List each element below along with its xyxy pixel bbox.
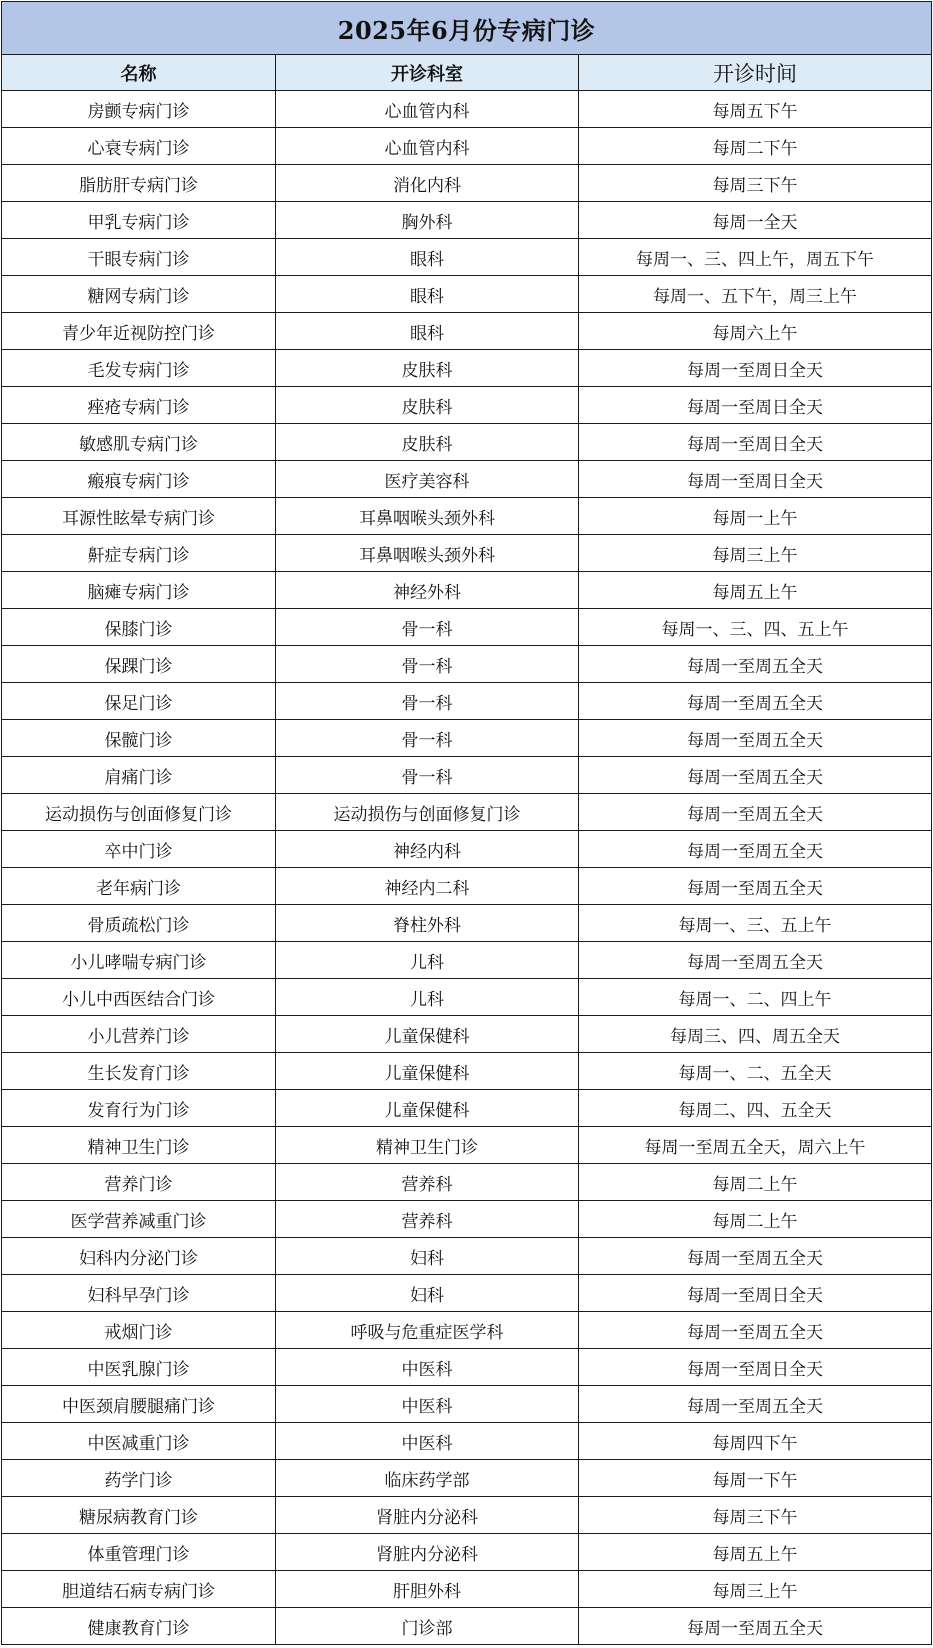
table-row xyxy=(2,572,932,609)
department-cell: 眼科 xyxy=(276,313,579,350)
department-cell: 营养科 xyxy=(276,1201,579,1238)
clinic-name-cell: 瘢痕专病门诊 xyxy=(2,461,276,498)
department-cell: 运动损伤与创面修复门诊 xyxy=(276,794,579,831)
schedule-time-cell: 每周五上午 xyxy=(579,572,932,609)
clinic-name-cell: 小儿营养门诊 xyxy=(2,1016,276,1053)
schedule-time-cell: 每周一至周五全天 xyxy=(579,1312,932,1349)
table-row xyxy=(2,979,932,1016)
table-row xyxy=(2,535,932,572)
column-header-department: 开诊科室 xyxy=(276,55,579,91)
schedule-time-cell: 每周一至周五全天 xyxy=(579,831,932,868)
clinic-name-cell: 脂肪肝专病门诊 xyxy=(2,165,276,202)
header-row xyxy=(2,55,932,91)
schedule-time-cell: 每周一至周五全天 xyxy=(579,683,932,720)
clinic-name-cell: 糖尿病教育门诊 xyxy=(2,1497,276,1534)
clinic-name-cell: 妇科内分泌门诊 xyxy=(2,1238,276,1275)
department-cell: 中医科 xyxy=(276,1349,579,1386)
department-cell: 眼科 xyxy=(276,276,579,313)
clinic-name-cell: 体重管理门诊 xyxy=(2,1534,276,1571)
department-cell: 皮肤科 xyxy=(276,387,579,424)
clinic-name-cell: 生长发育门诊 xyxy=(2,1053,276,1090)
clinic-name-cell: 保髋门诊 xyxy=(2,720,276,757)
table-row xyxy=(2,1571,932,1608)
clinic-name-cell: 小儿哮喘专病门诊 xyxy=(2,942,276,979)
schedule-time-cell: 每周三、四、周五全天 xyxy=(579,1016,932,1053)
clinic-name-cell: 耳源性眩晕专病门诊 xyxy=(2,498,276,535)
department-cell: 骨一科 xyxy=(276,683,579,720)
department-cell: 儿童保健科 xyxy=(276,1016,579,1053)
clinic-name-cell: 医学营养减重门诊 xyxy=(2,1201,276,1238)
department-cell: 消化内科 xyxy=(276,165,579,202)
schedule-time-cell: 每周五上午 xyxy=(579,1534,932,1571)
department-cell: 医疗美容科 xyxy=(276,461,579,498)
clinic-name-cell: 干眼专病门诊 xyxy=(2,239,276,276)
department-cell: 心血管内科 xyxy=(276,128,579,165)
schedule-time-cell: 每周一至周日全天 xyxy=(579,387,932,424)
table-row xyxy=(2,461,932,498)
department-cell: 肾脏内分泌科 xyxy=(276,1497,579,1534)
table-row xyxy=(2,757,932,794)
clinic-name-cell: 发育行为门诊 xyxy=(2,1090,276,1127)
clinic-name-cell: 中医减重门诊 xyxy=(2,1423,276,1460)
table-row xyxy=(2,1164,932,1201)
department-cell: 心血管内科 xyxy=(276,91,579,128)
clinic-name-cell: 痤疮专病门诊 xyxy=(2,387,276,424)
schedule-time-cell: 每周二、四、五全天 xyxy=(579,1090,932,1127)
table-row xyxy=(2,1608,932,1645)
table-title: 2025年6月份专病门诊 xyxy=(2,2,932,55)
clinic-name-cell: 精神卫生门诊 xyxy=(2,1127,276,1164)
schedule-time-cell: 每周一至周日全天 xyxy=(579,1349,932,1386)
schedule-time-cell: 每周一、五下午，周三上午 xyxy=(579,276,932,313)
table-row xyxy=(2,1201,932,1238)
table-row xyxy=(2,165,932,202)
table-row xyxy=(2,239,932,276)
clinic-name-cell: 胆道结石病专病门诊 xyxy=(2,1571,276,1608)
schedule-time-cell: 每周一至周日全天 xyxy=(579,461,932,498)
table-row xyxy=(2,128,932,165)
schedule-time-cell: 每周一至周五全天 xyxy=(579,646,932,683)
department-cell: 儿科 xyxy=(276,979,579,1016)
schedule-time-cell: 每周一、三、四上午，周五下午 xyxy=(579,239,932,276)
schedule-time-cell: 每周一至周日全天 xyxy=(579,424,932,461)
clinic-name-cell: 敏感肌专病门诊 xyxy=(2,424,276,461)
department-cell: 门诊部 xyxy=(276,1608,579,1645)
clinic-name-cell: 卒中门诊 xyxy=(2,831,276,868)
table-row xyxy=(2,350,932,387)
table-row xyxy=(2,905,932,942)
clinic-name-cell: 肩痛门诊 xyxy=(2,757,276,794)
schedule-time-cell: 每周一至周五全天 xyxy=(579,1386,932,1423)
department-cell: 儿科 xyxy=(276,942,579,979)
clinic-name-cell: 毛发专病门诊 xyxy=(2,350,276,387)
department-cell: 骨一科 xyxy=(276,609,579,646)
table-row xyxy=(2,424,932,461)
schedule-time-cell: 每周一至周日全天 xyxy=(579,1275,932,1312)
department-cell: 神经外科 xyxy=(276,572,579,609)
table-row xyxy=(2,387,932,424)
schedule-time-cell: 每周三下午 xyxy=(579,1497,932,1534)
schedule-time-cell: 每周一至周日全天 xyxy=(579,350,932,387)
schedule-time-cell: 每周三下午 xyxy=(579,165,932,202)
table-row xyxy=(2,1534,932,1571)
table-row xyxy=(2,646,932,683)
department-cell: 营养科 xyxy=(276,1164,579,1201)
clinic-name-cell: 小儿中西医结合门诊 xyxy=(2,979,276,1016)
department-cell: 皮肤科 xyxy=(276,350,579,387)
schedule-time-cell: 每周一至周五全天 xyxy=(579,1238,932,1275)
department-cell: 耳鼻咽喉头颈外科 xyxy=(276,535,579,572)
schedule-time-cell: 每周四下午 xyxy=(579,1423,932,1460)
schedule-time-cell: 每周二上午 xyxy=(579,1164,932,1201)
clinic-name-cell: 糖网专病门诊 xyxy=(2,276,276,313)
department-cell: 耳鼻咽喉头颈外科 xyxy=(276,498,579,535)
schedule-time-cell: 每周一下午 xyxy=(579,1460,932,1497)
department-cell: 中医科 xyxy=(276,1423,579,1460)
table-body xyxy=(2,91,932,1645)
clinic-name-cell: 脑瘫专病门诊 xyxy=(2,572,276,609)
schedule-time-cell: 每周二上午 xyxy=(579,1201,932,1238)
column-header-name: 名称 xyxy=(2,55,276,91)
table-row xyxy=(2,1386,932,1423)
clinic-name-cell: 老年病门诊 xyxy=(2,868,276,905)
clinic-name-cell: 运动损伤与创面修复门诊 xyxy=(2,794,276,831)
department-cell: 骨一科 xyxy=(276,720,579,757)
table-row xyxy=(2,1460,932,1497)
department-cell: 神经内二科 xyxy=(276,868,579,905)
clinic-name-cell: 保足门诊 xyxy=(2,683,276,720)
table-row xyxy=(2,202,932,239)
table-row xyxy=(2,868,932,905)
schedule-time-cell: 每周一、三、四、五上午 xyxy=(579,609,932,646)
clinic-name-cell: 骨质疏松门诊 xyxy=(2,905,276,942)
table-row xyxy=(2,1238,932,1275)
schedule-time-cell: 每周一至周五全天，周六上午 xyxy=(579,1127,932,1164)
table-row xyxy=(2,91,932,128)
table-row xyxy=(2,831,932,868)
table-row xyxy=(2,276,932,313)
department-cell: 眼科 xyxy=(276,239,579,276)
table-row xyxy=(2,683,932,720)
schedule-time-cell: 每周二下午 xyxy=(579,128,932,165)
schedule-time-cell: 每周一至周五全天 xyxy=(579,757,932,794)
schedule-time-cell: 每周一至周五全天 xyxy=(579,942,932,979)
clinic-name-cell: 鼾症专病门诊 xyxy=(2,535,276,572)
department-cell: 妇科 xyxy=(276,1238,579,1275)
schedule-time-cell: 每周五下午 xyxy=(579,91,932,128)
clinic-name-cell: 戒烟门诊 xyxy=(2,1312,276,1349)
schedule-time-cell: 每周六上午 xyxy=(579,313,932,350)
clinic-name-cell: 妇科早孕门诊 xyxy=(2,1275,276,1312)
department-cell: 胸外科 xyxy=(276,202,579,239)
schedule-time-cell: 每周三上午 xyxy=(579,1571,932,1608)
schedule-time-cell: 每周一至周五全天 xyxy=(579,1608,932,1645)
table-row xyxy=(2,1127,932,1164)
table-row xyxy=(2,1275,932,1312)
table-row xyxy=(2,720,932,757)
table-row xyxy=(2,942,932,979)
column-header-time: 开诊时间 xyxy=(579,55,932,91)
department-cell: 肝胆外科 xyxy=(276,1571,579,1608)
clinic-name-cell: 药学门诊 xyxy=(2,1460,276,1497)
department-cell: 儿童保健科 xyxy=(276,1053,579,1090)
clinic-name-cell: 保膝门诊 xyxy=(2,609,276,646)
clinic-name-cell: 房颤专病门诊 xyxy=(2,91,276,128)
table-row xyxy=(2,609,932,646)
table-row xyxy=(2,1312,932,1349)
clinic-name-cell: 中医颈肩腰腿痛门诊 xyxy=(2,1386,276,1423)
department-cell: 临床药学部 xyxy=(276,1460,579,1497)
clinic-name-cell: 青少年近视防控门诊 xyxy=(2,313,276,350)
schedule-time-cell: 每周一、三、五上午 xyxy=(579,905,932,942)
table-row xyxy=(2,1090,932,1127)
schedule-time-cell: 每周一至周五全天 xyxy=(579,868,932,905)
department-cell: 脊柱外科 xyxy=(276,905,579,942)
schedule-time-cell: 每周一、二、五全天 xyxy=(579,1053,932,1090)
table-row xyxy=(2,1053,932,1090)
department-cell: 呼吸与危重症医学科 xyxy=(276,1312,579,1349)
department-cell: 儿童保健科 xyxy=(276,1090,579,1127)
table-row xyxy=(2,313,932,350)
table-row xyxy=(2,1016,932,1053)
department-cell: 骨一科 xyxy=(276,757,579,794)
department-cell: 中医科 xyxy=(276,1386,579,1423)
table-row xyxy=(2,1349,932,1386)
clinic-name-cell: 保踝门诊 xyxy=(2,646,276,683)
schedule-time-cell: 每周一上午 xyxy=(579,498,932,535)
clinic-schedule-table xyxy=(1,1,932,1645)
department-cell: 妇科 xyxy=(276,1275,579,1312)
department-cell: 皮肤科 xyxy=(276,424,579,461)
schedule-time-cell: 每周一全天 xyxy=(579,202,932,239)
department-cell: 精神卫生门诊 xyxy=(276,1127,579,1164)
clinic-name-cell: 心衰专病门诊 xyxy=(2,128,276,165)
clinic-name-cell: 中医乳腺门诊 xyxy=(2,1349,276,1386)
clinic-name-cell: 营养门诊 xyxy=(2,1164,276,1201)
clinic-name-cell: 甲乳专病门诊 xyxy=(2,202,276,239)
schedule-time-cell: 每周一至周五全天 xyxy=(579,720,932,757)
department-cell: 骨一科 xyxy=(276,646,579,683)
table-row xyxy=(2,1497,932,1534)
table-row xyxy=(2,498,932,535)
schedule-time-cell: 每周一至周五全天 xyxy=(579,794,932,831)
table-row xyxy=(2,1423,932,1460)
table-row xyxy=(2,794,932,831)
schedule-time-cell: 每周一、二、四上午 xyxy=(579,979,932,1016)
clinic-name-cell: 健康教育门诊 xyxy=(2,1608,276,1645)
schedule-time-cell: 每周三上午 xyxy=(579,535,932,572)
department-cell: 肾脏内分泌科 xyxy=(276,1534,579,1571)
department-cell: 神经内科 xyxy=(276,831,579,868)
